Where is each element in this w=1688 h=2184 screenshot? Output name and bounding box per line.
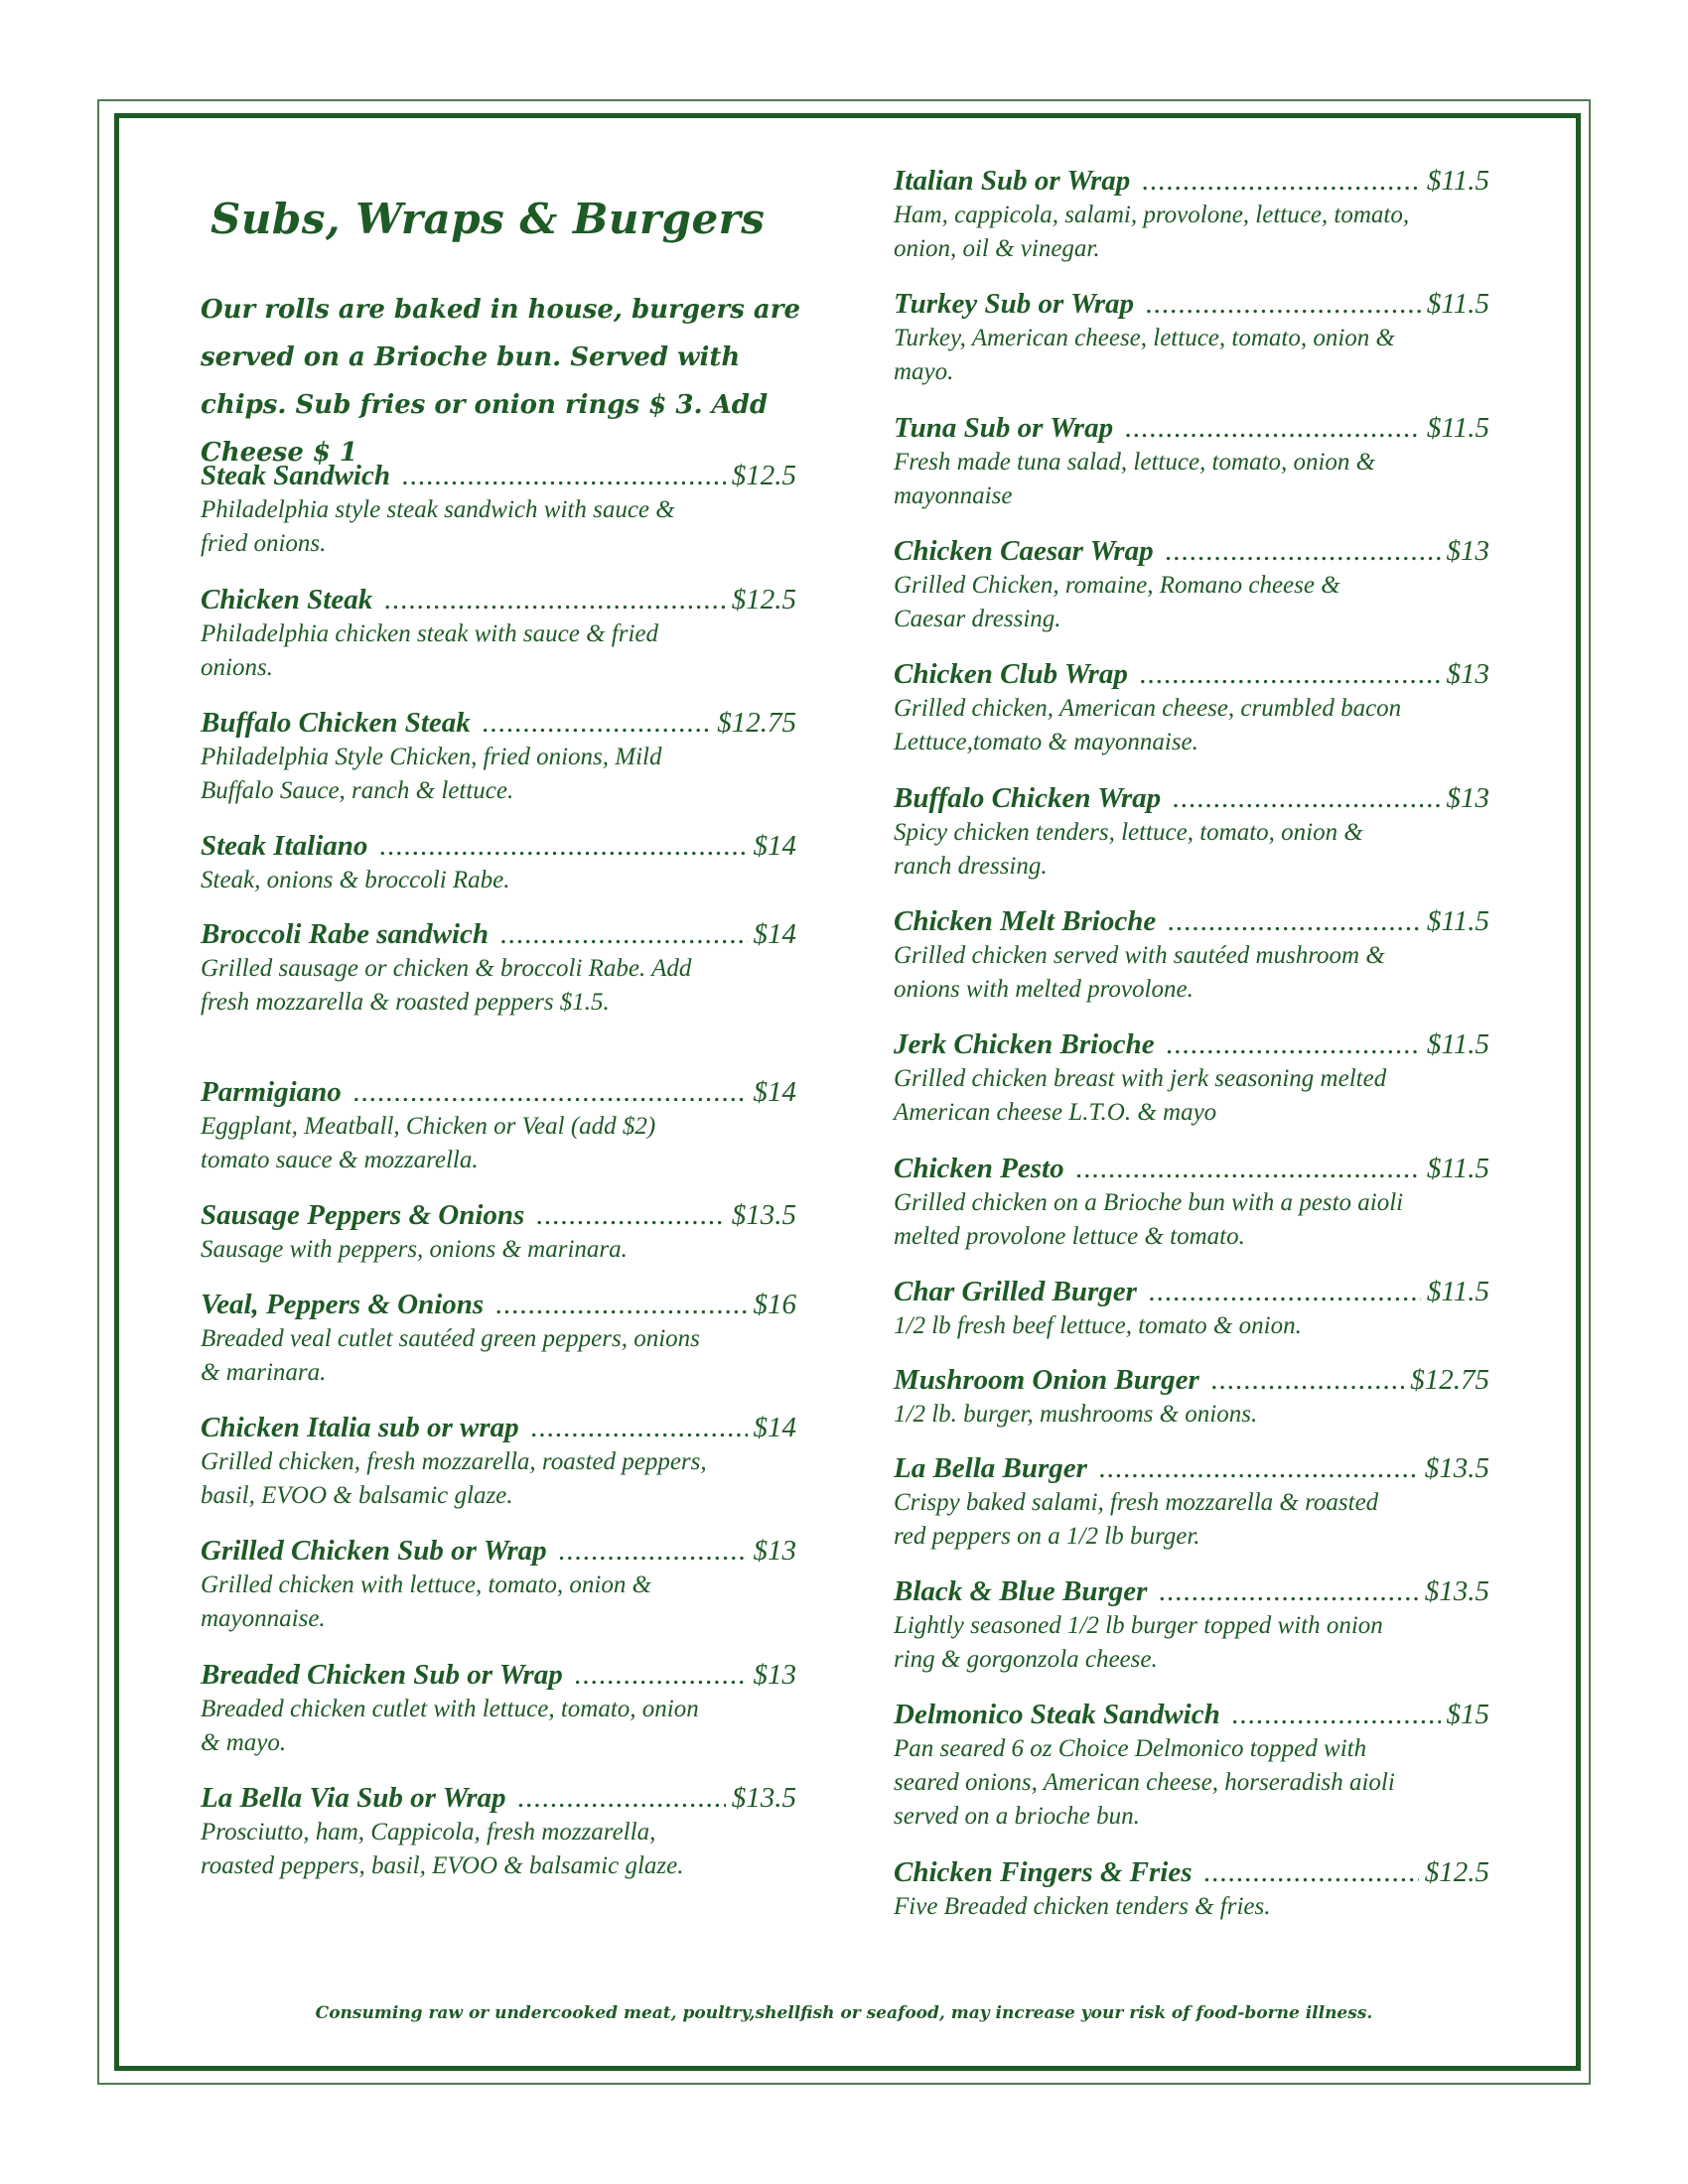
item-name: Buffalo Chicken Wrap [894,782,1162,814]
item-description: Grilled Chicken, romaine, Romano cheese & Caesar dressing. [894,572,1340,632]
menu-item [894,1697,1489,1834]
item-price: $12.5 [1424,1856,1489,1888]
item-description: 1/2 lb fresh beef lettuce, tomato & onion. [894,1312,1302,1339]
item-name: La Bella Via Sub or Wrap [201,1782,506,1814]
item-description: Pan seared 6 oz Choice Delmonico topped with seared onions, American cheese, horseradish aioli served on a brioche bun. [894,1735,1395,1830]
item-name: Chicken Caesar Wrap [894,535,1154,567]
menu-item [201,1533,796,1636]
item-price: $12.75 [1410,1364,1489,1396]
item-description: Grilled chicken, fresh mozzarella, roasted peppers, basil, EVOO & balsamic glaze. [201,1448,707,1509]
leader-dots [1166,533,1441,569]
leader-dots [379,828,747,864]
item-name: Tuna Sub or Wrap [894,412,1114,444]
item-price: $12.75 [717,707,796,739]
item-description: Sausage with peppers, onions & marinara. [201,1236,628,1263]
item-price: $11.5 [1426,1276,1489,1307]
item-name: Char Grilled Burger [894,1276,1137,1307]
menu-item [894,1151,1489,1254]
item-name: Chicken Pesto [894,1153,1064,1184]
menu-item [894,1854,1489,1924]
item-name: Chicken Italia sub or wrap [201,1412,519,1443]
item-description: Lightly seasoned 1/2 lb burger topped with onion ring & gorgonzola cheese. [894,1612,1383,1673]
item-name: Breaded Chicken Sub or Wrap [201,1659,563,1691]
item-price: $13 [753,1659,796,1691]
item-description: Eggplant, Meatball, Chicken or Veal (add $2) tomato sauce & mozzarella. [201,1113,656,1173]
item-description: Grilled sausage or chicken & broccoli Rabe. Add fresh mozzarella & roasted peppers $1.5. [201,955,692,1016]
item-name: Steak Italiano [201,830,368,862]
item-price: $14 [753,1076,796,1108]
menu-item [201,705,796,808]
leader-dots [536,1197,725,1233]
item-description: Crispy baked salami, fresh mozzarella & roasted red peppers on a 1/2 lb burger. [894,1489,1379,1550]
item-description: Philadelphia Style Chicken, fried onions, Mild Buffalo Sauce, ranch & lettuce. [201,744,662,804]
item-price: $13 [1446,658,1489,690]
menu-item [894,1573,1489,1677]
menu-item [201,1197,796,1267]
menu-item [894,286,1489,389]
item-description: Fresh made tuna salad, lettuce, tomato, onion & mayonnaise [894,449,1376,509]
leader-dots [1159,1573,1418,1609]
leader-dots [1232,1697,1441,1732]
menu-item [894,903,1489,1007]
item-price: $13 [1446,535,1489,567]
item-name: Chicken Steak [201,584,373,615]
item-description: Philadelphia chicken steak with sauce & fried onions. [201,620,658,681]
menu-item [201,916,796,1020]
item-name: Turkey Sub or Wrap [894,288,1134,320]
leader-dots [500,916,747,952]
menu-item [201,1410,796,1513]
item-price: $11.5 [1426,905,1489,937]
leader-dots [353,1074,748,1110]
item-price: $11.5 [1426,1153,1489,1184]
leader-dots [1140,656,1441,692]
item-name: Sausage Peppers & Onions [201,1199,525,1231]
item-price: $12.5 [731,460,796,491]
menu-item [201,458,796,561]
menu-item [894,410,1489,513]
item-price: $11.5 [1426,165,1489,197]
leader-dots [483,705,711,741]
menu-item [894,1274,1489,1343]
item-description: Grilled chicken with lettuce, tomato, onion & mayonnaise. [201,1571,652,1632]
leader-dots [1142,163,1421,199]
item-name: Chicken Melt Brioche [894,905,1157,937]
menu-item [894,780,1489,884]
item-description: 1/2 lb. burger, mushrooms & onions. [894,1401,1258,1428]
menu-item [201,828,796,897]
menu-item [894,1450,1489,1554]
leader-dots [559,1533,748,1569]
item-price: $11.5 [1426,412,1489,444]
item-description: Five Breaded chicken tenders & fries. [894,1893,1271,1920]
leader-dots [575,1657,748,1693]
leader-dots [1099,1450,1419,1486]
menu-title: Subs, Wraps & Burgers [211,195,766,243]
item-name: Delmonico Steak Sandwich [894,1699,1220,1730]
leader-dots [495,1287,747,1322]
item-price: $13.5 [731,1199,796,1231]
item-price: $12.5 [731,584,796,615]
leader-dots [518,1780,726,1816]
menu-item [894,1362,1489,1432]
menu-item [201,1287,796,1390]
item-price: $13.5 [731,1782,796,1814]
item-description: Grilled chicken breast with jerk seasoning melted American cheese L.T.O. & mayo [894,1065,1387,1126]
menu-item [201,1780,796,1883]
item-price: $13.5 [1424,1575,1489,1607]
item-price: $13.5 [1424,1452,1489,1484]
item-name: Chicken Club Wrap [894,658,1128,690]
leader-dots [1211,1362,1404,1398]
item-price: $14 [753,830,796,862]
leader-dots [1076,1151,1421,1186]
leader-dots [1168,903,1421,939]
menu-item [894,163,1489,266]
item-price: $16 [753,1289,796,1320]
item-price: $15 [1446,1699,1489,1730]
item-description: Breaded chicken cutlet with lettuce, tomato, onion & mayo. [201,1696,699,1756]
item-name: Jerk Chicken Brioche [894,1028,1155,1060]
item-price: $14 [753,918,796,950]
item-description: Grilled chicken, American cheese, crumbled bacon Lettuce,tomato & mayonnaise. [894,695,1402,755]
item-name: Steak Sandwich [201,460,390,491]
item-price: $13 [753,1535,796,1567]
menu-item [201,582,796,685]
leader-dots [1125,410,1421,446]
leader-dots [1173,780,1440,816]
leader-dots [1146,286,1421,322]
item-description: Grilled chicken served with sautéed mushroom & onions with melted provolone. [894,942,1385,1003]
item-description: Breaded veal cutlet sautéed green peppers, onions & marinara. [201,1325,700,1386]
item-name: La Bella Burger [894,1452,1087,1484]
leader-dots [1149,1274,1421,1309]
leader-dots [402,458,726,493]
leader-dots [384,582,726,617]
leader-dots [1204,1854,1419,1890]
item-name: Black & Blue Burger [894,1575,1148,1607]
food-safety-disclaimer: Consuming raw or undercooked meat, poultry,shellfish or seafood, may increase your risk of food-borne illness. [315,2003,1373,2023]
item-price: $13 [1446,782,1489,814]
item-name: Chicken Fingers & Fries [894,1856,1193,1888]
item-name: Mushroom Onion Burger [894,1364,1199,1396]
item-description: Grilled chicken on a Brioche bun with a pesto aioli melted provolone lettuce & tomato. [894,1189,1404,1250]
menu-item [201,1074,796,1177]
item-price: $11.5 [1426,288,1489,320]
item-price: $11.5 [1426,1028,1489,1060]
item-description: Philadelphia style steak sandwich with sauce & fried onions. [201,496,675,557]
item-description: Turkey, American cheese, lettuce, tomato, onion & mayo. [894,325,1395,385]
menu-intro: Our rolls are baked in house, burgers are served on a Brioche bun. Served with chips. Sub fries or onion rings $ 3. Add Cheese $ 1 [201,295,800,468]
item-description: Steak, onions & broccoli Rabe. [201,867,510,893]
item-name: Parmigiano [201,1076,342,1108]
item-name: Buffalo Chicken Steak [201,707,471,739]
item-price: $14 [753,1412,796,1443]
item-name: Italian Sub or Wrap [894,165,1131,197]
menu-item [894,656,1489,759]
item-description: Spicy chicken tenders, lettuce, tomato, onion & ranch dressing. [894,819,1363,880]
item-description: Prosciutto, ham, Cappicola, fresh mozzarella, roasted peppers, basil, EVOO & balsamic glaze. [201,1819,684,1879]
menu-item [894,533,1489,636]
item-description: Ham, cappicola, salami, provolone, lettuce, tomato, onion, oil & vinegar. [894,202,1410,262]
item-name: Grilled Chicken Sub or Wrap [201,1535,547,1567]
leader-dots [531,1410,748,1445]
menu-item [894,1026,1489,1130]
menu-item [201,1657,796,1760]
item-name: Veal, Peppers & Onions [201,1289,485,1320]
item-name: Broccoli Rabe sandwich [201,918,490,950]
leader-dots [1167,1026,1421,1062]
